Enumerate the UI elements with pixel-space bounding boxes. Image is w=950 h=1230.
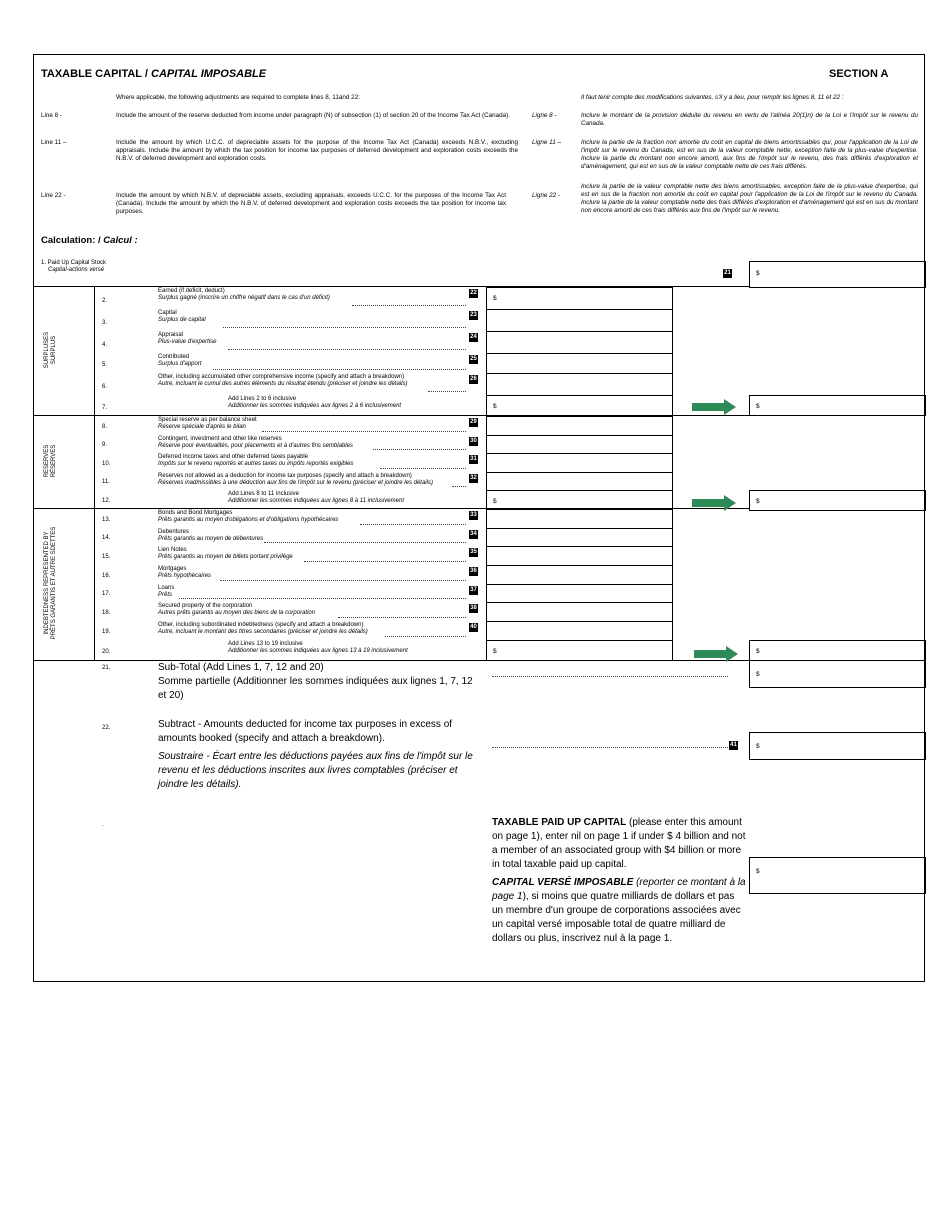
row-number: 11. [102, 479, 110, 485]
group-reserves-label: RESERVES RÉSERVES [44, 444, 57, 478]
row-number: 4. [102, 342, 108, 348]
row-number: 6. [102, 384, 108, 390]
row-label-fr: Prêts [158, 592, 173, 598]
row-number: 3. [102, 320, 108, 326]
row-label-en: Loans [158, 585, 175, 591]
line-code: 36 [470, 568, 477, 574]
row-amount-field[interactable]: $ [486, 395, 673, 417]
line1-code: 21 [724, 270, 731, 276]
note-line11-label: Line 11 – [41, 139, 67, 146]
note-line8-label: Line 8 - [41, 112, 63, 119]
taxable-paid-up-capital-label: TAXABLE PAID UP CAPITAL (please enter this amount on page 1), enter nil on page 1 if under $ 4 billion and not a member of an associated group with $4 billion or more in total taxable paid up capital. CAPITAL VERSÉ IMPOSABLE (reporter ce montant à la page 1), si moins que quatre milliards de dollars et pas un membre d'un groupe de corporations associées avec un capital versé imposable total de quatre milliard de dollars ou plus, inscrivez nul à la page 1. [492, 817, 746, 944]
row-label [158, 566, 478, 580]
row-amount-field[interactable] [486, 602, 673, 622]
leader-dots [428, 391, 466, 392]
leader-dots [452, 486, 466, 487]
row-label [158, 529, 478, 543]
row-label-fr: Prêts garantis au moyen de débentures [158, 536, 264, 542]
line23-number: . [102, 822, 104, 828]
row-label-fr: Surplus gagné (inscrire un chiffre négatif dans le cas d'un déficit) [158, 295, 330, 301]
row-label-fr: Additionner les sommes indiquées aux lignes 8 à 11 inclusivement [228, 498, 404, 504]
row-amount-field[interactable] [486, 509, 673, 529]
line-code: 22 [470, 290, 477, 296]
row-label-en: Other, including subordinated indebtedness (specify and attach a breakdown) [158, 622, 364, 628]
section-label: SECTION A [829, 68, 889, 80]
row-label [158, 622, 478, 636]
line1-label: 1. Paid Up Capital Stock Capital-actions versé [41, 260, 107, 273]
row-number: 8. [102, 424, 108, 430]
note-line22-label: Line 22 - [41, 192, 66, 199]
line20-arrow-icon [694, 646, 740, 662]
row-label-en: Debentures [158, 529, 190, 535]
line22-number: 22. [102, 725, 111, 731]
row-label-en: Add Lines 13 to 19 inclusive [228, 641, 303, 647]
leader-dots [360, 524, 466, 525]
row-label-en: Special reserve as per balance sheet [158, 417, 257, 423]
taxable-capital-field[interactable]: $ [749, 857, 926, 894]
row-label-fr: Additionner les sommes indiquées aux lignes 2 à 6 inclusivement [228, 403, 402, 409]
row-number: 19. [102, 629, 111, 635]
line-code: 35 [470, 549, 477, 555]
row-amount-field[interactable]: $ [486, 640, 673, 661]
line7-arrow-icon [692, 399, 738, 415]
row-amount-field[interactable] [486, 472, 673, 491]
page-title: TAXABLE CAPITAL / CAPITAL IMPOSABLE [41, 68, 267, 80]
row-label [158, 510, 478, 524]
row-label-en: Deferred income taxes and other deferred taxes payable [158, 454, 309, 460]
line-code: 23 [470, 312, 477, 318]
row-label-fr: Réserves inadmissibles à une déduction aux fins de l'impôt sur le revenu (préciser et joindre les détails) [158, 480, 433, 486]
row-amount-field[interactable] [486, 416, 673, 436]
leader-dots [262, 431, 466, 432]
row-label [158, 547, 478, 561]
line-code: 30 [470, 438, 477, 444]
note-ligne22-label: Ligne 22 - [532, 192, 561, 199]
leader-dots [179, 598, 466, 599]
row-number: 15. [102, 554, 111, 560]
row-number: 17. [102, 591, 111, 597]
leader-dots [220, 580, 466, 581]
row-label [158, 417, 478, 431]
line22-code: 41 [730, 742, 737, 748]
line-code: 25 [470, 356, 477, 362]
line-code: 31 [470, 456, 477, 462]
row-label-fr: Surplus d'apport [158, 361, 202, 367]
line1-field[interactable]: $ [749, 261, 926, 288]
row-amount-field[interactable] [486, 373, 673, 396]
row-amount-field[interactable] [486, 435, 673, 454]
note-ligne8-label: Ligne 8 - [532, 112, 557, 119]
row-label [158, 454, 478, 468]
row-label-en: Contributed [158, 354, 190, 360]
row-label-fr: Réserve spéciale d'après le bilan [158, 424, 246, 430]
row-label [158, 332, 478, 346]
row-amount-field[interactable] [486, 546, 673, 566]
line-code: 37 [470, 587, 477, 593]
row-number: 7. [102, 405, 108, 411]
row-label-en: Secured property of the corporation [158, 603, 253, 609]
leader-dots [304, 561, 466, 562]
leader-dots [385, 636, 466, 637]
note-ligne8-text: Inclure le montant de la provision déduite du revenu en vertu de l'alinéa 20(1)n) de la Loi e l'impôt sur le revenu du Canada. [581, 112, 918, 127]
row-label-en: Appraisal [158, 332, 184, 338]
line22-label: Subtract - Amounts deducted for income tax purposes in excess of amounts booked (specify and attach a breakdown). Soustraire - Écart entre les déductions payées aux fins de l'impôt sur le revenu et les déductions inscrites aux livres comptables (préciser et joindre les détails). [158, 719, 473, 790]
calculation-title: Calculation: / Calcul : [41, 235, 138, 246]
leader-dots [373, 449, 466, 450]
row-label-fr: Autre, incluant le montant des titres secondaires (préciser et joindre les détails) [158, 629, 368, 635]
leader-dots [380, 468, 466, 469]
note-line8-text: Include the amount of the reserve deducted from income under paragraph (N) of subsection (1) of section 20 of the Income Tax Act (Canada). [116, 112, 511, 119]
row-label-fr: Réserve pour éventualités, pour placements et à d'autres fins semblables [158, 443, 353, 449]
row-label [158, 473, 478, 487]
line-code: 29 [470, 419, 477, 425]
line-code: 24 [470, 334, 477, 340]
line-code: 26 [470, 376, 477, 382]
row-amount-field[interactable] [486, 353, 673, 374]
row-label [158, 436, 478, 450]
leader-dots [352, 305, 466, 306]
row-label-fr: Surplus de capital [158, 317, 206, 323]
line-code: 38 [470, 605, 477, 611]
row-number: 12. [102, 498, 111, 504]
row-label-en: Capital [158, 310, 177, 316]
row-label-fr: Autre, incluant le cumul des autres éléments du résultat étendu (préciser et joindre les détails) [158, 381, 408, 387]
row-number: 18. [102, 610, 111, 616]
line20-total-field[interactable]: $ [749, 640, 926, 661]
row-label-en: Bonds and Bond Mortgages [158, 510, 233, 516]
row-label [158, 585, 478, 599]
leader-dots [338, 617, 466, 618]
row-number: 2. [102, 298, 108, 304]
line-code: 33 [470, 512, 477, 518]
note-ligne11-text: Inclure la partie de la fraction non amortie du coût en capital de biens amortissables qui, pour l'application de la Loi de l'impôt sur le revenu du Canada, est en sus de la valeur comptable nette, exception faite de la plus-value d'expertise. Inclure la partie du montant non encore amorti, aux fins de l'impôt sur le revenu, des frais différés d'exploration et d'aménagement, qui est en sus de la valeur comptable nette de ces frais différés. [581, 139, 918, 170]
note-ligne11-label: Ligne 11 – [532, 139, 561, 146]
row-label-en: Reserves not allowed as a deduction for income tax purposes (specify and attach a breakdown) [158, 473, 412, 479]
row-label-fr: Additionner les sommes indiquées aux lignes 13 à 19 inclusivement [228, 648, 408, 654]
row-label-en: Add Lines 2 to 6 inclusive [228, 396, 297, 402]
row-label-en: Other, including accumulated other comprehensive income (specify and attach a breakdown) [158, 374, 405, 380]
row-label [158, 374, 478, 388]
line-code: 40 [470, 624, 477, 630]
row-label-fr: Prêts garantis au moyen d'obligations et d'obligations hypothécaires [158, 517, 339, 523]
line-code: 34 [470, 531, 477, 537]
intro-en: Where applicable, the following adjustments are required to complete lines 8, 11and 22: [116, 94, 360, 101]
row-number: 9. [102, 442, 108, 448]
row-label [158, 288, 478, 302]
line12-total-field[interactable]: $ [749, 490, 926, 511]
row-label [158, 310, 478, 324]
row-label-en: Contingent, investment and other like reserves [158, 436, 282, 442]
row-label-fr: Prêts garantis au moyen de billets portant privilège [158, 554, 293, 560]
row-amount-field[interactable] [486, 621, 673, 641]
row-label-en: Mortgages [158, 566, 187, 572]
line21-label: Sub-Total (Add Lines 1, 7, 12 and 20) Somme partielle (Additionner les sommes indiquées aux lignes 1, 7, 12 et 20) [158, 662, 473, 701]
row-label-fr: Autres prêts garantis au moyen des biens de la corporation [158, 610, 316, 616]
row-amount-field[interactable]: $ [486, 490, 673, 510]
row-label-en: Lien Notes [158, 547, 187, 553]
intro-fr: Il faut tenir compte des modifications suivantes, s'il y a lieu, pour remplir les lignes 8, 11 et 22 : [581, 94, 844, 101]
line21-number: 21. [102, 665, 111, 671]
row-amount-field[interactable] [486, 528, 673, 547]
row-amount-field[interactable] [486, 453, 673, 473]
row-number: 10. [102, 461, 111, 467]
group-surpluses-label: SURPLUSES SURPLUS [44, 331, 57, 369]
row-number: 20. [102, 649, 111, 655]
row-number: 13. [102, 517, 111, 523]
row-label-en: Add Lines 8 to 11 inclusive [228, 491, 299, 497]
leader-dots [228, 349, 466, 350]
row-label [158, 354, 478, 368]
row-amount-field[interactable]: $ [486, 287, 673, 310]
row-number: 16. [102, 573, 111, 579]
row-number: 5. [102, 362, 108, 368]
line21-field[interactable]: $ [749, 660, 926, 688]
line22-field[interactable]: $ [749, 732, 926, 760]
line12-arrow-icon [692, 495, 738, 511]
row-number: 14. [102, 535, 111, 541]
row-label-fr: Plus-value d'expertise [158, 339, 217, 345]
row-amount-field[interactable] [486, 565, 673, 585]
line-code: 32 [470, 475, 477, 481]
leader-dots [223, 327, 466, 328]
leader-dots [264, 542, 466, 543]
row-label [158, 603, 478, 617]
row-label-fr: Impôts sur le revenu reportés et autres taxes ou impôts reportés exigibles [158, 461, 354, 467]
leader-dots [213, 369, 466, 370]
note-line11-text: Include the amount by which U.C.C. of depreciable assets for the purpose of the Income Tax Act (Canada) exceeds N.B.V., excluding appraisals. Include the amount by which the tax position for income tax purposes of deferred development and exploration costs exceeds the N.B.V. of deferred development and exploration costs. [116, 139, 518, 162]
row-amount-field[interactable] [486, 331, 673, 354]
group-indebtedness-label: INDEBTEDNESS REPRESENTED BY PRÊTS GARANTIS ET AUTRE SDETTES [44, 526, 57, 640]
row-amount-field[interactable] [486, 584, 673, 603]
line7-total-field[interactable]: $ [749, 395, 926, 416]
note-ligne22-text: Inclure la partie de la valeur comptable nette des biens amortissables, exception faite de la plus-value d'expertise, qui est en sus de la fraction non amortie du coût en capital pour l'application de la Loi de l'impôt sur le revenu du Canada. Inclure la partie de la valeur comptable nette des frais différés d'exploration et d'aménagement qui est en sus du montant non encore amorti de ces frais différés aux fins de l'impôt sur le revenu. [581, 183, 918, 214]
row-label-fr: Prêts hypothécaires [158, 573, 212, 579]
row-label-en: Earned (if deficit, deduct) [158, 288, 225, 294]
note-line22-text: Include the amount by which N.B.V. of depreciable assets, excluding appraisals, exceeds U.C.C. for the purposes of the Income Tax Act (Canada). Include the amount by which the N.B.V. of deferred development and exploration costs exceeds the tax position for income tax purposes. [116, 192, 506, 215]
row-amount-field[interactable] [486, 309, 673, 332]
